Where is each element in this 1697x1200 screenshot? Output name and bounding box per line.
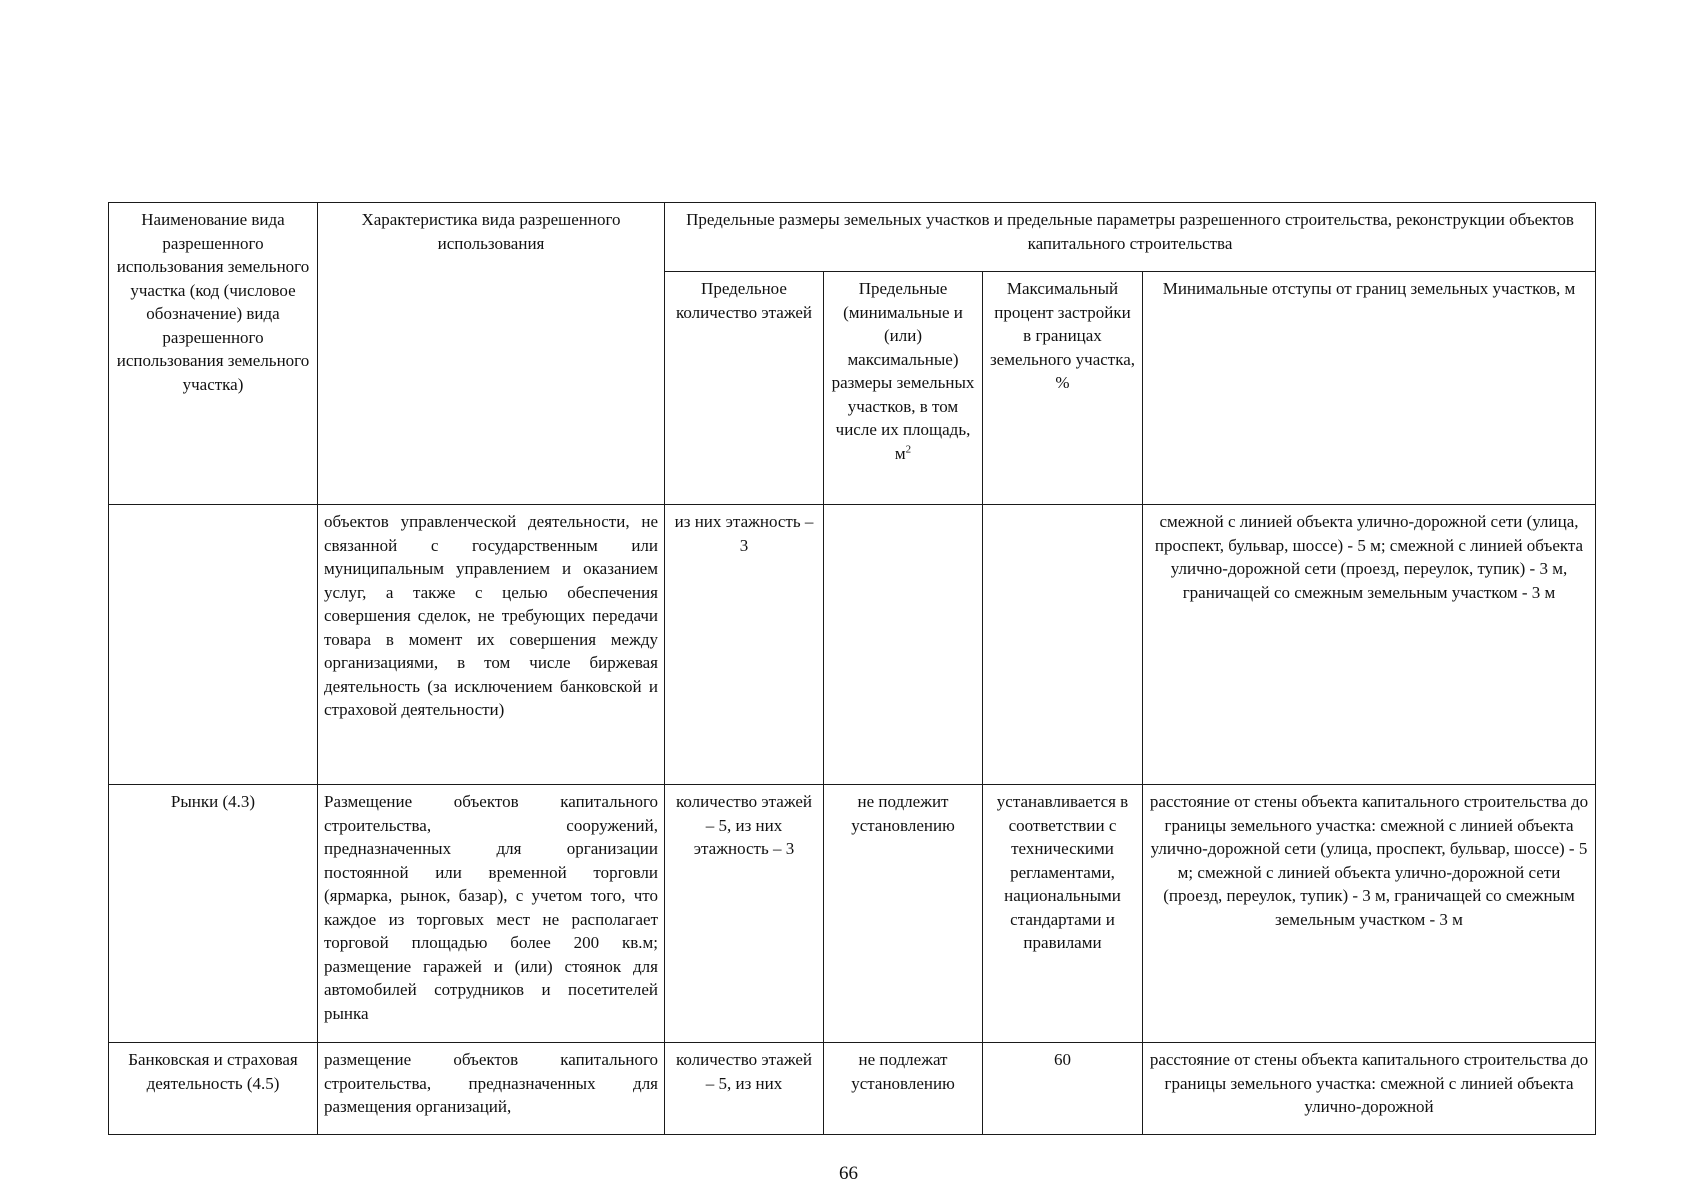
header-floors: Предельное количество этажей xyxy=(665,272,824,505)
header-group-title: Предельные размеры земельных участков и предельные параметры разрешенного строительства, реконструкции объектов капитального строительства xyxy=(665,203,1596,272)
table-row xyxy=(109,505,1596,785)
cell-sizes xyxy=(824,505,983,785)
cell-name: Банковская и страховая деятельность (4.5) xyxy=(109,1043,318,1135)
cell-description: Размещение объектов капитального строительства, сооружений, предназначенных для организации постоянной или временной торговли (ярмарка, рынок, базар), с учетом того, что каждое из торговых мест не располагает торговой площадью более 200 кв.м; размещение гаражей и (или) стоянок для автомобилей сотрудников и посетителей рынка xyxy=(318,785,665,1043)
page-number: 66 xyxy=(839,1163,858,1184)
header-sizes-sup: 2 xyxy=(905,442,912,455)
cell-setbacks: расстояние от стены объекта капитального строительства до границы земельного участка: смежной с линией объекта улично-дорожной xyxy=(1143,1043,1596,1135)
table-row xyxy=(109,1043,1596,1135)
cell-name xyxy=(109,505,318,785)
header-setbacks: Минимальные отступы от границ земельных участков, м xyxy=(1143,272,1596,505)
cell-floors: из них этажность – 3 xyxy=(665,505,824,785)
cell-name: Рынки (4.3) xyxy=(109,785,318,1043)
cell-setbacks: смежной с линией объекта улично-дорожной сети (улица, проспект, бульвар, шоссе) - 5 м; смежной с линией объекта улично-дорожной сети (проезд, переулок, тупик) - 3 м, граничащей со смежным земельным участком - 3 м xyxy=(1143,505,1596,785)
header-sizes xyxy=(824,272,983,505)
header-sizes-text: Предельные (минимальные и (или) максимальные) размеры земельных участков, в том числе их площадь, м xyxy=(831,279,975,463)
cell-percent: устанавливается в соответствии с техническими регламентами, национальными стандартами и правилами xyxy=(983,785,1143,1043)
cell-description: объектов управленческой деятельности, не связанной с государственным или муниципальным управлением и оказанием услуг, а также с целью обеспечения совершения сделок, не требующих передачи товара в момент их совершения между организациями, в том числе биржевая деятельность (за исключением банковской и страховой деятельности) xyxy=(318,505,665,785)
header-percent: Максимальный процент застройки в границах земельного участка, % xyxy=(983,272,1143,505)
cell-sizes: не подлежат установлению xyxy=(824,1043,983,1135)
cell-floors: количество этажей – 5, из них xyxy=(665,1043,824,1135)
header-name: Наименование вида разрешенного использования земельного участка (код (числовое обозначение) вида разрешенного использования земельного участка) xyxy=(109,203,318,505)
header-description: Характеристика вида разрешенного использования xyxy=(318,203,665,505)
header-row-1 xyxy=(109,203,1596,272)
land-use-table xyxy=(108,202,1596,1135)
cell-floors: количество этажей – 5, из них этажность – 3 xyxy=(665,785,824,1043)
cell-setbacks: расстояние от стены объекта капитального строительства до границы земельного участка: смежной с линией объекта улично-дорожной сети (улица, проспект, бульвар, шоссе) - 5 м; смежной с линией объекта улично-дорожной сети (проезд, переулок, тупик) - 3 м, граничащей со смежным земельным участком - 3 м xyxy=(1143,785,1596,1043)
cell-percent: 60 xyxy=(983,1043,1143,1135)
table-row xyxy=(109,785,1596,1043)
cell-sizes: не подлежит установлению xyxy=(824,785,983,1043)
cell-percent xyxy=(983,505,1143,785)
cell-description: размещение объектов капитального строительства, предназначенных для размещения организаций, xyxy=(318,1043,665,1135)
